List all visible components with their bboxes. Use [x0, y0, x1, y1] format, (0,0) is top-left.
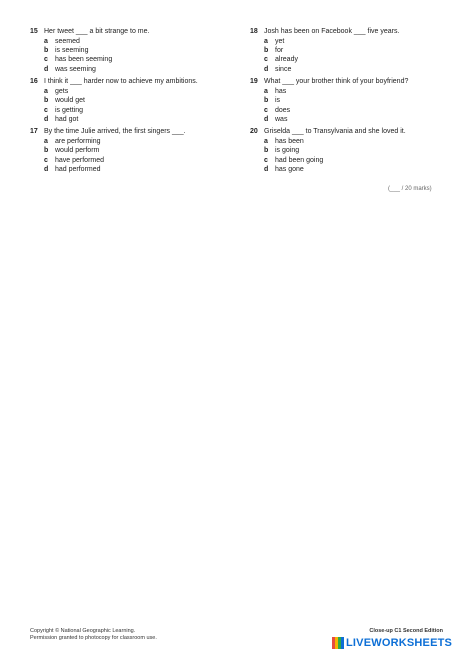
question-stem: [250, 127, 450, 137]
option-text: was seeming: [55, 65, 96, 73]
option-text: gets: [55, 87, 69, 95]
liveworksheets-logo-icon: [332, 637, 344, 649]
answer-option-d[interactable]: [250, 165, 450, 174]
option-letter: b: [264, 147, 269, 155]
option-letter: a: [264, 87, 268, 95]
question-number: 17: [30, 128, 38, 136]
copyright-notice: [30, 628, 157, 643]
option-letter: b: [44, 97, 49, 105]
option-letter: b: [264, 97, 269, 105]
option-letter: a: [44, 37, 48, 45]
option-letter: a: [44, 138, 48, 146]
copyright-line-2: Permission granted to photocopy for classroom use.: [30, 635, 157, 642]
option-text: had been going: [275, 156, 324, 164]
question-text: What ___ your brother think of your boyfriend?: [264, 78, 409, 86]
option-text: since: [275, 65, 292, 73]
option-letter: a: [44, 87, 48, 95]
answer-option-b[interactable]: [30, 96, 230, 105]
option-letter: a: [264, 138, 268, 146]
option-text: does: [275, 106, 291, 114]
option-letter: c: [264, 106, 268, 114]
option-text: would perform: [55, 147, 100, 155]
option-text: for: [275, 47, 284, 54]
option-letter: c: [44, 56, 48, 64]
question-text: By the time Julie arrived, the first singers ___.: [44, 128, 186, 136]
liveworksheets-logo[interactable]: [332, 637, 452, 649]
option-letter: d: [264, 116, 269, 124]
question-17: [30, 127, 230, 174]
answer-option-a[interactable]: [30, 87, 230, 96]
answer-option-d[interactable]: [250, 65, 450, 74]
question-15: [30, 27, 230, 74]
copyright-line-1: Copyright © National Geographic Learning.: [30, 628, 136, 634]
answer-option-c[interactable]: [250, 55, 450, 64]
option-letter: d: [264, 166, 269, 174]
option-text: was: [275, 116, 288, 124]
option-text: has gone: [275, 166, 304, 174]
question-text: Josh has been on Facebook ___ five years.: [264, 28, 400, 35]
answer-option-d[interactable]: [30, 115, 230, 124]
answer-option-a[interactable]: [250, 137, 450, 146]
option-text: has been: [275, 138, 304, 146]
option-letter: d: [44, 116, 49, 124]
answer-option-b[interactable]: [250, 96, 450, 105]
question-stem: [30, 77, 230, 87]
question-stem: [30, 27, 230, 37]
option-text: is getting: [55, 106, 84, 114]
question-16: [30, 77, 230, 124]
answer-option-c[interactable]: [250, 156, 450, 165]
answer-option-d[interactable]: [30, 165, 230, 174]
question-text: I think it ___ harder now to achieve my ambitions.: [44, 78, 198, 86]
answer-option-d[interactable]: [250, 115, 450, 124]
option-letter: c: [264, 56, 268, 64]
question-stem: [30, 127, 230, 137]
question-number: 16: [30, 78, 38, 86]
option-text: would get: [55, 97, 85, 105]
answer-option-c[interactable]: [30, 106, 230, 115]
marks-total: (___ / 20 marks): [388, 186, 432, 192]
question-number: 19: [250, 78, 258, 86]
question-stem: [250, 77, 450, 87]
question-text: Griselda ___ to Transylvania and she loved it.: [264, 128, 406, 136]
option-text: is: [275, 97, 281, 105]
logo-bar-4: [341, 637, 344, 649]
option-text: seemed: [55, 37, 80, 45]
answer-option-a[interactable]: [250, 87, 450, 96]
question-number: 15: [30, 28, 38, 35]
option-text: has been seeming: [55, 56, 113, 64]
option-letter: c: [44, 156, 48, 164]
answer-option-d[interactable]: [30, 65, 230, 74]
option-text: had performed: [55, 166, 101, 174]
answer-option-b[interactable]: [250, 46, 450, 55]
option-text: had got: [55, 116, 79, 124]
option-letter: b: [44, 147, 49, 155]
answer-option-a[interactable]: [30, 137, 230, 146]
question-20: [250, 127, 450, 174]
option-letter: d: [44, 65, 49, 73]
option-text: already: [275, 56, 298, 64]
question-text: Her tweet ___ a bit strange to me.: [44, 28, 150, 35]
question-19: [250, 77, 450, 124]
option-text: is going: [275, 147, 300, 155]
option-letter: b: [44, 47, 49, 54]
answer-option-b[interactable]: [30, 46, 230, 55]
answer-option-b[interactable]: [30, 146, 230, 155]
question-number: 20: [250, 128, 258, 136]
option-letter: c: [264, 156, 268, 164]
question-18: [250, 27, 450, 74]
logo-text: LIVEWORKSHEETS: [346, 637, 453, 649]
left-column: [30, 27, 230, 178]
option-text: are performing: [55, 138, 101, 146]
option-text: is seeming: [55, 47, 89, 54]
option-letter: d: [44, 166, 49, 174]
option-letter: a: [264, 37, 268, 45]
option-letter: c: [44, 106, 48, 114]
answer-option-a[interactable]: [30, 37, 230, 46]
right-column: [250, 27, 450, 178]
edition-label: Close-up C1 Second Edition: [369, 628, 443, 634]
option-text: yet: [275, 37, 285, 45]
option-letter: b: [264, 47, 269, 54]
option-letter: d: [264, 65, 269, 73]
answer-option-c[interactable]: [30, 55, 230, 64]
question-stem: [250, 27, 450, 37]
answer-option-a[interactable]: [250, 37, 450, 46]
question-number: 18: [250, 28, 258, 35]
answer-option-b[interactable]: [250, 146, 450, 155]
answer-option-c[interactable]: [30, 156, 230, 165]
option-text: have performed: [55, 156, 105, 164]
option-text: has: [275, 87, 287, 95]
answer-option-c[interactable]: [250, 106, 450, 115]
